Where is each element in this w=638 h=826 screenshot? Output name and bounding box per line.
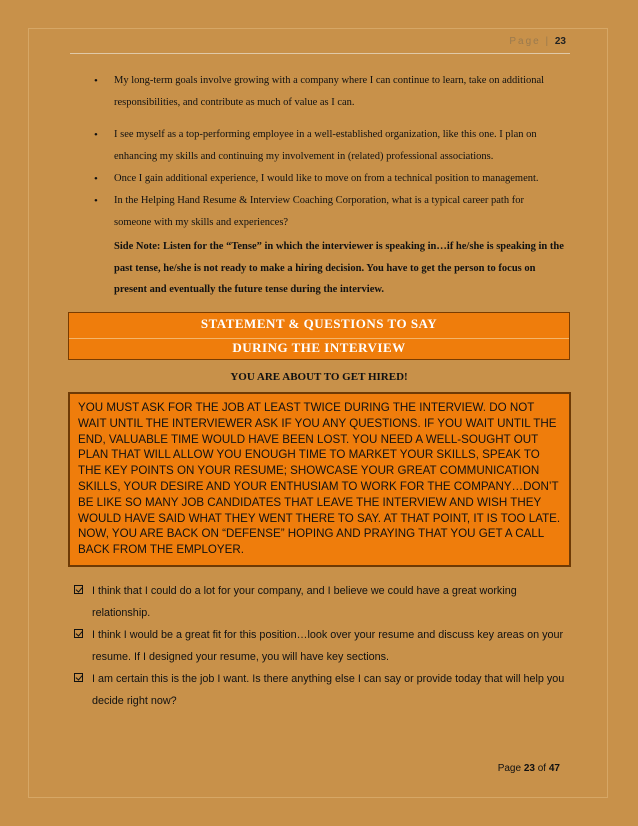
footer-of-label: of — [537, 763, 547, 774]
footer-total-pages: 47 — [548, 763, 560, 774]
checklist-item — [74, 580, 574, 624]
footer-page-label: Page — [497, 763, 522, 774]
list-item: • I see myself as a top-performing employee in a well-established organization, like this one. I plan on enhancing my skills and continuing my involvement in (related) professional associations. — [90, 124, 560, 168]
section-title-line2: DURING THE INTERVIEW — [232, 340, 406, 355]
page-header-number — [509, 36, 566, 47]
section-header-box — [68, 312, 570, 360]
checklist-item — [74, 668, 574, 712]
page-footer — [498, 763, 560, 774]
list-item: • My long-term goals involve growing with a company where I can continue to learn, take on additional responsibilities, and contribute as much of value as I can. — [90, 70, 560, 114]
checklist-item-text: I am certain this is the job I want. Is there anything else I can say or provide today that will help you decide right now? — [92, 673, 565, 707]
footer-current-page: 23 — [523, 763, 535, 774]
header-page-number: 23 — [554, 36, 566, 47]
checklist-item-text: I think I would be a great fit for this position…look over your resume and discuss key areas on your resume. If I designed your resume, you will have key sections. — [92, 629, 564, 663]
side-note: Side Note: Listen for the “Tense” in which the interviewer is speaking in…if he/she is speaking in the past tense, he/she is not ready to make a hiring decision. You have to get the person to focus on present and eventually the future tense during the interview. — [114, 241, 564, 295]
checkbox-checked-icon — [74, 673, 83, 682]
list-item: • Once I gain additional experience, I would like to move on from a technical position to management. — [90, 168, 560, 190]
header-rule — [70, 53, 570, 54]
section-title-line1: STATEMENT & QUESTIONS TO SAY — [200, 316, 438, 331]
warning-box: YOU MUST ASK FOR THE JOB AT LEAST TWICE DURING THE INTERVIEW. DO NOT WAIT UNTIL THE INTERVIEWER ASK IF YOU ANY QUESTIONS. IF YOU WAIT UNTIL THE END, VALUABLE TIME WOULD HAVE BEEN LOST. YOU NEED A WELL-SOUGHT OUT PLAN THAT WILL ALLOW YOU ENOUGH TIME TO MARKET YOUR SKILLS, SPEAK TO THE KEY POINTS ON YOUR RESUME; SHOWCASE YOUR GREAT COMMUNICATION SKILLS, YOUR DESIRE AND YOUR ENTHUSIAM TO WORK FOR THE COMPANY…DON’T BE LIKE SO MANY JOB CANDIDATES THAT LEAVE THE INTERVIEW AND WISH THEY WOULD HAVE SAID WHAT THEY WENT THERE TO SAY. AT THAT POINT, IT IS TOO LATE. NOW, YOU ARE BACK ON “DEFENSE” HOPING AND PRAYING THAT YOU GET A CALL BACK FROM THE EMPLOYER. — [68, 392, 571, 567]
checklist-item-text: I think that I could do a lot for your company, and I believe we could have a great working relationship. — [92, 585, 517, 619]
section-subtitle: YOU ARE ABOUT TO GET HIRED! — [230, 371, 408, 383]
checklist-item — [74, 624, 574, 668]
checkbox-checked-icon — [74, 629, 83, 638]
goals-bullet-list — [90, 70, 560, 234]
checklist — [74, 580, 574, 712]
header-page-word: Page — [509, 36, 541, 47]
checkbox-checked-icon — [74, 585, 83, 594]
section-header-divider — [69, 338, 569, 339]
list-item: • In the Helping Hand Resume & Interview Coaching Corporation, what is a typical career path for someone with my skills and experiences? — [90, 190, 560, 234]
header-separator: | — [545, 36, 551, 47]
